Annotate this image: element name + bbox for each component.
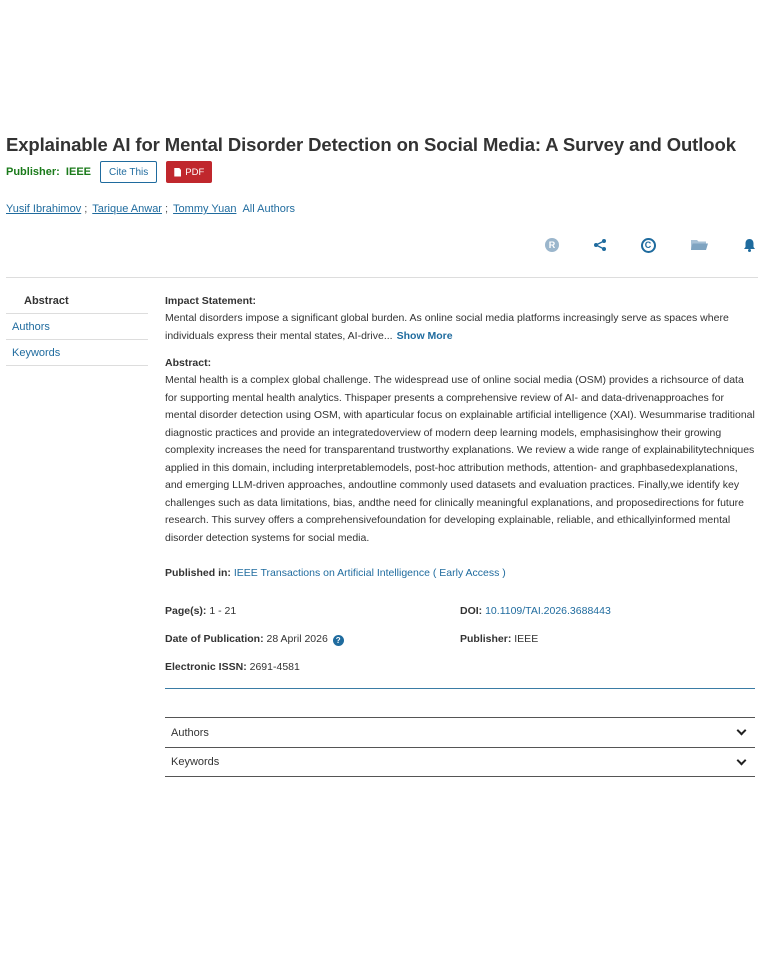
publisher-meta-label: Publisher: (460, 633, 512, 645)
issn-meta (165, 661, 300, 673)
document-sections-nav (6, 288, 148, 366)
cite-this-button[interactable]: Cite This (100, 161, 157, 183)
sidenav-item-authors[interactable]: Authors (6, 314, 148, 340)
share-icon[interactable] (591, 236, 609, 254)
impact-heading: Impact Statement: (165, 295, 257, 307)
author-list (6, 203, 295, 215)
header-divider (6, 277, 758, 278)
author-link[interactable]: Tommy Yuan (173, 203, 237, 215)
accordion-authors[interactable] (165, 717, 755, 747)
sidenav-item-abstract[interactable]: Abstract (6, 288, 148, 314)
article-actions-toolbar (0, 236, 768, 256)
published-in (165, 567, 506, 579)
doi-label: DOI: (460, 605, 483, 617)
date-value: 28 April 2026 (266, 633, 328, 645)
pdf-label: PDF (185, 166, 205, 178)
journal-link[interactable]: IEEE Transactions on Artificial Intelligence (233, 567, 430, 579)
alert-bell-icon[interactable] (740, 236, 758, 254)
help-icon[interactable]: ? (333, 635, 344, 646)
impact-text-container (165, 310, 757, 345)
publisher-meta (460, 633, 538, 645)
published-in-label: Published in: (165, 567, 231, 579)
accordion-authors-label: Authors (171, 726, 209, 739)
metadata-divider (165, 688, 755, 689)
date-meta (165, 633, 344, 646)
author-link[interactable]: Yusif Ibrahimov (6, 203, 82, 215)
abstract-section (165, 294, 757, 547)
chevron-down-icon (737, 755, 747, 765)
author-separator: ; (84, 203, 88, 215)
pdf-file-icon (174, 168, 181, 177)
chevron-down-icon (737, 726, 747, 736)
doi-link[interactable]: 10.1109/TAI.2026.3688443 (485, 605, 611, 617)
abstract-heading: Abstract: (165, 357, 212, 369)
author-link[interactable]: Tarique Anwar (92, 203, 162, 215)
issn-label: Electronic ISSN: (165, 661, 247, 673)
pages-value: 1 - 21 (209, 605, 237, 617)
pages-label: Page(s): (165, 605, 207, 617)
publisher-meta-value: IEEE (514, 633, 539, 645)
abstract-text: Mental health is a complex global challenge. The widespread use of online social media (OSM) provides a richsource of data for supporting mental health analytics. Thispaper presents a comprehensive review of AI- and data-drivenapproaches for mental disorder detection using OSM, with aparticular focus on explainable artificial intelligence (XAI). Wesummarise traditional diagnostic practices and provide an integratedoverview of modern deep learning models, emphasisinghow their growing complexity increases the need for transparentand trustworthy explanations. We review a wide range of explainabilitytechniques applied in this domain, including interpretablemodels, post-hoc attribution methods, attention- and graphbasedexplanations, and emerging LLM-driven approaches, andoutline commonly used datasets and evaluation practices. Finally,we identify key challenges such as data limitations, bias, andthe need for clinically meaningful explanations, and proposedirections for future research. This survey offers a comprehensivefoundation for developing explainable, reliable, and ethicallyinformed mental disorder detection systems for social media. (165, 374, 755, 544)
accordion-keywords[interactable] (165, 747, 755, 777)
author-separator: ; (164, 203, 169, 215)
abstract-block (165, 356, 757, 547)
impact-text: Mental disorders impose a significant global burden. As online social media platforms increasingly serve as spaces where individuals express their mental states, AI-drive... (165, 312, 729, 342)
accordion-keywords-label: Keywords (171, 756, 220, 768)
pdf-button[interactable] (166, 161, 212, 183)
article-title: Explainable AI for Mental Disorder Detection on Social Media: A Survey and Outlook (6, 134, 736, 155)
rights-permissions-icon[interactable]: R (543, 236, 561, 254)
publisher-label: Publisher: IEEE (6, 166, 91, 178)
issn-value: 2691-4581 (249, 661, 300, 673)
show-more-link[interactable]: Show More (396, 329, 453, 342)
sidenav-item-keywords[interactable]: Keywords (6, 340, 148, 366)
pages-meta (165, 605, 236, 617)
publisher-row (6, 161, 212, 183)
early-access-label: ( Early Access ) (432, 567, 506, 579)
date-label: Date of Publication: (165, 633, 264, 645)
folder-icon[interactable] (690, 236, 708, 254)
doi-meta (460, 605, 611, 617)
impact-statement (165, 294, 757, 345)
copyright-icon[interactable]: C (639, 236, 657, 254)
all-authors-link[interactable]: All Authors (242, 203, 296, 215)
